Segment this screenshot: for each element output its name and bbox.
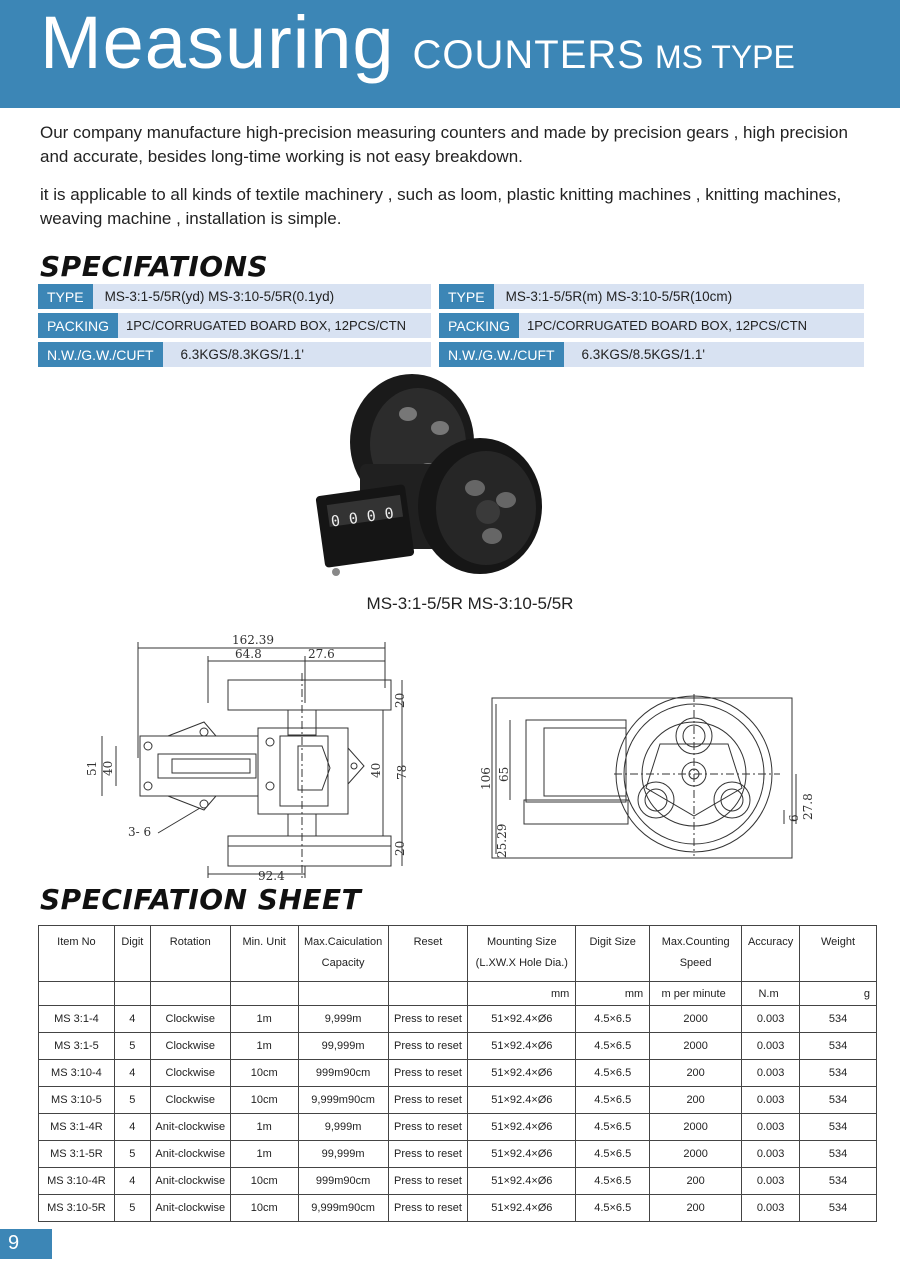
spec-label: PACKING (439, 313, 519, 338)
table-cell: 5 (114, 1141, 150, 1168)
intro-paragraph-1: Our company manufacture high-precision measuring counters and made by precision gears , high precision and accurate, besides long-time working is not easy breakdown. (40, 123, 848, 166)
table-cell: Clockwise (150, 1033, 230, 1060)
table-cell: MS 3:1-4R (39, 1114, 115, 1141)
dim-6: 6 (787, 814, 801, 822)
table-cell: 51×92.4×Ø6 (468, 1141, 576, 1168)
table-cell: Press to reset (388, 1033, 468, 1060)
table-cell: Press to reset (388, 1114, 468, 1141)
header-cell: Mounting Size (L.XW.X Hole Dia.) (468, 926, 576, 982)
table-cell: Press to reset (388, 1141, 468, 1168)
unit-cell: g (800, 982, 877, 1006)
product-photo (300, 372, 560, 582)
spec-label: N.W./G.W./CUFT (38, 342, 163, 367)
dim-51: 51 (85, 760, 99, 776)
table-cell: Press to reset (388, 1087, 468, 1114)
table-cell: 10cm (230, 1087, 298, 1114)
table-row (39, 1060, 877, 1087)
header-cell: Rotation (150, 926, 230, 982)
dim-78: 78 (395, 764, 409, 780)
table-cell: MS 3:10-5R (39, 1195, 115, 1222)
spec-row-packing-right (439, 313, 864, 338)
spec-value: 6.3KGS/8.3KGS/1.1' (180, 347, 304, 362)
table-cell: 1m (230, 1114, 298, 1141)
spec-label: TYPE (38, 284, 93, 309)
table-cell: 1m (230, 1006, 298, 1033)
spec-value: 1PC/CORRUGATED BOARD BOX, 12PCS/CTN (125, 318, 407, 333)
header-cell: Max.Counting Speed (650, 926, 742, 982)
page-number: 9 (0, 1229, 52, 1259)
unit-cell (388, 982, 468, 1006)
dim-40: 40 (369, 762, 383, 778)
header-cell: Reset (388, 926, 468, 982)
dim-25: 25.29 (495, 823, 509, 858)
table-cell: 534 (800, 1168, 877, 1195)
table-cell: 200 (650, 1060, 742, 1087)
header-cell: Min. Unit (230, 926, 298, 982)
table-cell: 534 (800, 1006, 877, 1033)
header-cell: Weight (800, 926, 877, 982)
specification-table (38, 925, 877, 1222)
table-cell: 534 (800, 1195, 877, 1222)
dim-106: 106 (479, 767, 493, 790)
header-cell: Max.Caiculation Capacity (298, 926, 388, 982)
spec-row-weight-left (38, 342, 431, 367)
table-cell: 51×92.4×Ø6 (468, 1168, 576, 1195)
table-cell: 0.003 (742, 1141, 800, 1168)
table-cell: 999m90cm (298, 1060, 388, 1087)
dim-hole: 3- 6 (128, 825, 152, 839)
table-cell: Anit-clockwise (150, 1114, 230, 1141)
dim-92: 92.4 (258, 869, 285, 883)
table-cell: 9,999m (298, 1006, 388, 1033)
table-cell: 5 (114, 1195, 150, 1222)
spec-value: MS-3:1-5/5R(m) MS-3:10-5/5R(10cm) (505, 289, 733, 304)
table-row (39, 1195, 877, 1222)
table-cell: Clockwise (150, 1006, 230, 1033)
spec-label: PACKING (38, 313, 118, 338)
technical-drawing-side (479, 690, 824, 866)
title-counters: COUNTERS (412, 33, 645, 77)
table-row (39, 1087, 877, 1114)
table-cell: 534 (800, 1141, 877, 1168)
table-row (39, 1114, 877, 1141)
table-cell: Clockwise (150, 1087, 230, 1114)
unit-cell: mm (576, 982, 650, 1006)
dim-27: 27.6 (308, 647, 335, 661)
dim-20-top: 20 (393, 692, 407, 708)
spec-value: 1PC/CORRUGATED BOARD BOX, 12PCS/CTN (526, 318, 808, 333)
table-cell: MS 3:10-4 (39, 1060, 115, 1087)
title-measuring: Measuring (40, 1, 395, 84)
table-cell: 10cm (230, 1195, 298, 1222)
unit-cell (298, 982, 388, 1006)
dim-65: 65 (497, 766, 511, 782)
table-cell: 5 (114, 1087, 150, 1114)
table-cell: 0.003 (742, 1087, 800, 1114)
table-cell: 4 (114, 1168, 150, 1195)
header-cell: Item No (39, 926, 115, 982)
table-cell: MS 3:1-5 (39, 1033, 115, 1060)
table-cell: 99,999m (298, 1033, 388, 1060)
spec-value: 6.3KGS/8.5KGS/1.1' (581, 347, 705, 362)
table-cell: MS 3:10-5 (39, 1087, 115, 1114)
table-cell: 0.003 (742, 1195, 800, 1222)
table-cell: 51×92.4×Ø6 (468, 1087, 576, 1114)
table-cell: 4.5×6.5 (576, 1087, 650, 1114)
product-caption: MS-3:1-5/5R MS-3:10-5/5R (366, 594, 574, 613)
table-cell: 4.5×6.5 (576, 1141, 650, 1168)
table-row (39, 1033, 877, 1060)
table-cell: Press to reset (388, 1060, 468, 1087)
table-cell: 0.003 (742, 1033, 800, 1060)
table-cell: 2000 (650, 1033, 742, 1060)
table-cell: 51×92.4×Ø6 (468, 1060, 576, 1087)
table-cell: 200 (650, 1168, 742, 1195)
table-cell: 9,999m90cm (298, 1195, 388, 1222)
title-ms-type: MS TYPE (654, 39, 795, 75)
spec-row-packing-left (38, 313, 431, 338)
unit-cell (114, 982, 150, 1006)
table-cell: 4.5×6.5 (576, 1033, 650, 1060)
table-cell: 4 (114, 1114, 150, 1141)
table-cell: MS 3:1-5R (39, 1141, 115, 1168)
dim-27-8: 27.8 (801, 793, 815, 820)
dim-64: 64.8 (235, 647, 262, 661)
dim-40-left: 40 (101, 760, 115, 776)
page-title (40, 0, 795, 85)
table-cell: 534 (800, 1033, 877, 1060)
spec-row-type-left (38, 284, 431, 309)
unit-cell: m per minute (650, 982, 742, 1006)
table-row (39, 1006, 877, 1033)
table-cell: 0.003 (742, 1060, 800, 1087)
table-cell: 200 (650, 1087, 742, 1114)
table-cell: 4.5×6.5 (576, 1168, 650, 1195)
table-cell: Press to reset (388, 1006, 468, 1033)
header-cell: Accuracy (742, 926, 800, 982)
dim-20-bottom: 20 (393, 840, 407, 856)
table-cell: Anit-clockwise (150, 1141, 230, 1168)
table-cell: 2000 (650, 1006, 742, 1033)
specifications-heading: SPECIFATIONS (40, 250, 269, 283)
table-cell: 51×92.4×Ø6 (468, 1195, 576, 1222)
table-cell: 5 (114, 1033, 150, 1060)
table-cell: 0.003 (742, 1006, 800, 1033)
specification-sheet-heading: SPECIFATION SHEET (40, 883, 362, 916)
table-cell: 99,999m (298, 1141, 388, 1168)
table-cell: 534 (800, 1087, 877, 1114)
spec-row-type-right (439, 284, 864, 309)
header-cell: Digit Size (576, 926, 650, 982)
table-cell: 534 (800, 1060, 877, 1087)
table-cell: 0.003 (742, 1168, 800, 1195)
table-row (39, 1168, 877, 1195)
spec-label: N.W./G.W./CUFT (439, 342, 564, 367)
table-cell: MS 3:1-4 (39, 1006, 115, 1033)
table-cell: 2000 (650, 1114, 742, 1141)
unit-cell: mm (468, 982, 576, 1006)
table-cell: Press to reset (388, 1195, 468, 1222)
dim-162: 162.39 (232, 633, 274, 647)
unit-cell (39, 982, 115, 1006)
unit-cell (150, 982, 230, 1006)
unit-cell: N.m (742, 982, 800, 1006)
table-cell: Anit-clockwise (150, 1168, 230, 1195)
spec-row-weight-right (439, 342, 864, 367)
table-cell: 9,999m (298, 1114, 388, 1141)
table-cell: 10cm (230, 1060, 298, 1087)
technical-drawing-front (80, 628, 420, 884)
table-cell: 2000 (650, 1141, 742, 1168)
table-cell: Press to reset (388, 1168, 468, 1195)
table-cell: 4.5×6.5 (576, 1006, 650, 1033)
unit-cell (230, 982, 298, 1006)
table-cell: 1m (230, 1141, 298, 1168)
table-cell: 51×92.4×Ø6 (468, 1114, 576, 1141)
table-cell: 51×92.4×Ø6 (468, 1006, 576, 1033)
header-banner (0, 0, 900, 108)
header-cell: Digit (114, 926, 150, 982)
table-cell: 4.5×6.5 (576, 1195, 650, 1222)
table-cell: 9,999m90cm (298, 1087, 388, 1114)
table-cell: MS 3:10-4R (39, 1168, 115, 1195)
table-cell: 10cm (230, 1168, 298, 1195)
table-cell: 1m (230, 1033, 298, 1060)
table-header-row (39, 926, 877, 982)
counter-digits: 0 0 0 0 (329, 503, 395, 531)
table-units-row (39, 982, 877, 1006)
table-cell: 4.5×6.5 (576, 1060, 650, 1087)
table-cell: Anit-clockwise (150, 1195, 230, 1222)
table-cell: 534 (800, 1114, 877, 1141)
table-cell: 4 (114, 1060, 150, 1087)
table-cell: 200 (650, 1195, 742, 1222)
table-cell: 999m90cm (298, 1168, 388, 1195)
intro-paragraph-2: it is applicable to all kinds of textile machinery , such as loom, plastic knitting machines , knitting machines, weaving machine , installation is simple. (40, 185, 842, 228)
spec-label: TYPE (439, 284, 494, 309)
table-cell: 51×92.4×Ø6 (468, 1033, 576, 1060)
table-cell: 4.5×6.5 (576, 1114, 650, 1141)
spec-value: MS-3:1-5/5R(yd) MS-3:10-5/5R(0.1yd) (104, 289, 335, 304)
table-cell: 4 (114, 1006, 150, 1033)
table-cell: 0.003 (742, 1114, 800, 1141)
table-cell: Clockwise (150, 1060, 230, 1087)
table-row (39, 1141, 877, 1168)
